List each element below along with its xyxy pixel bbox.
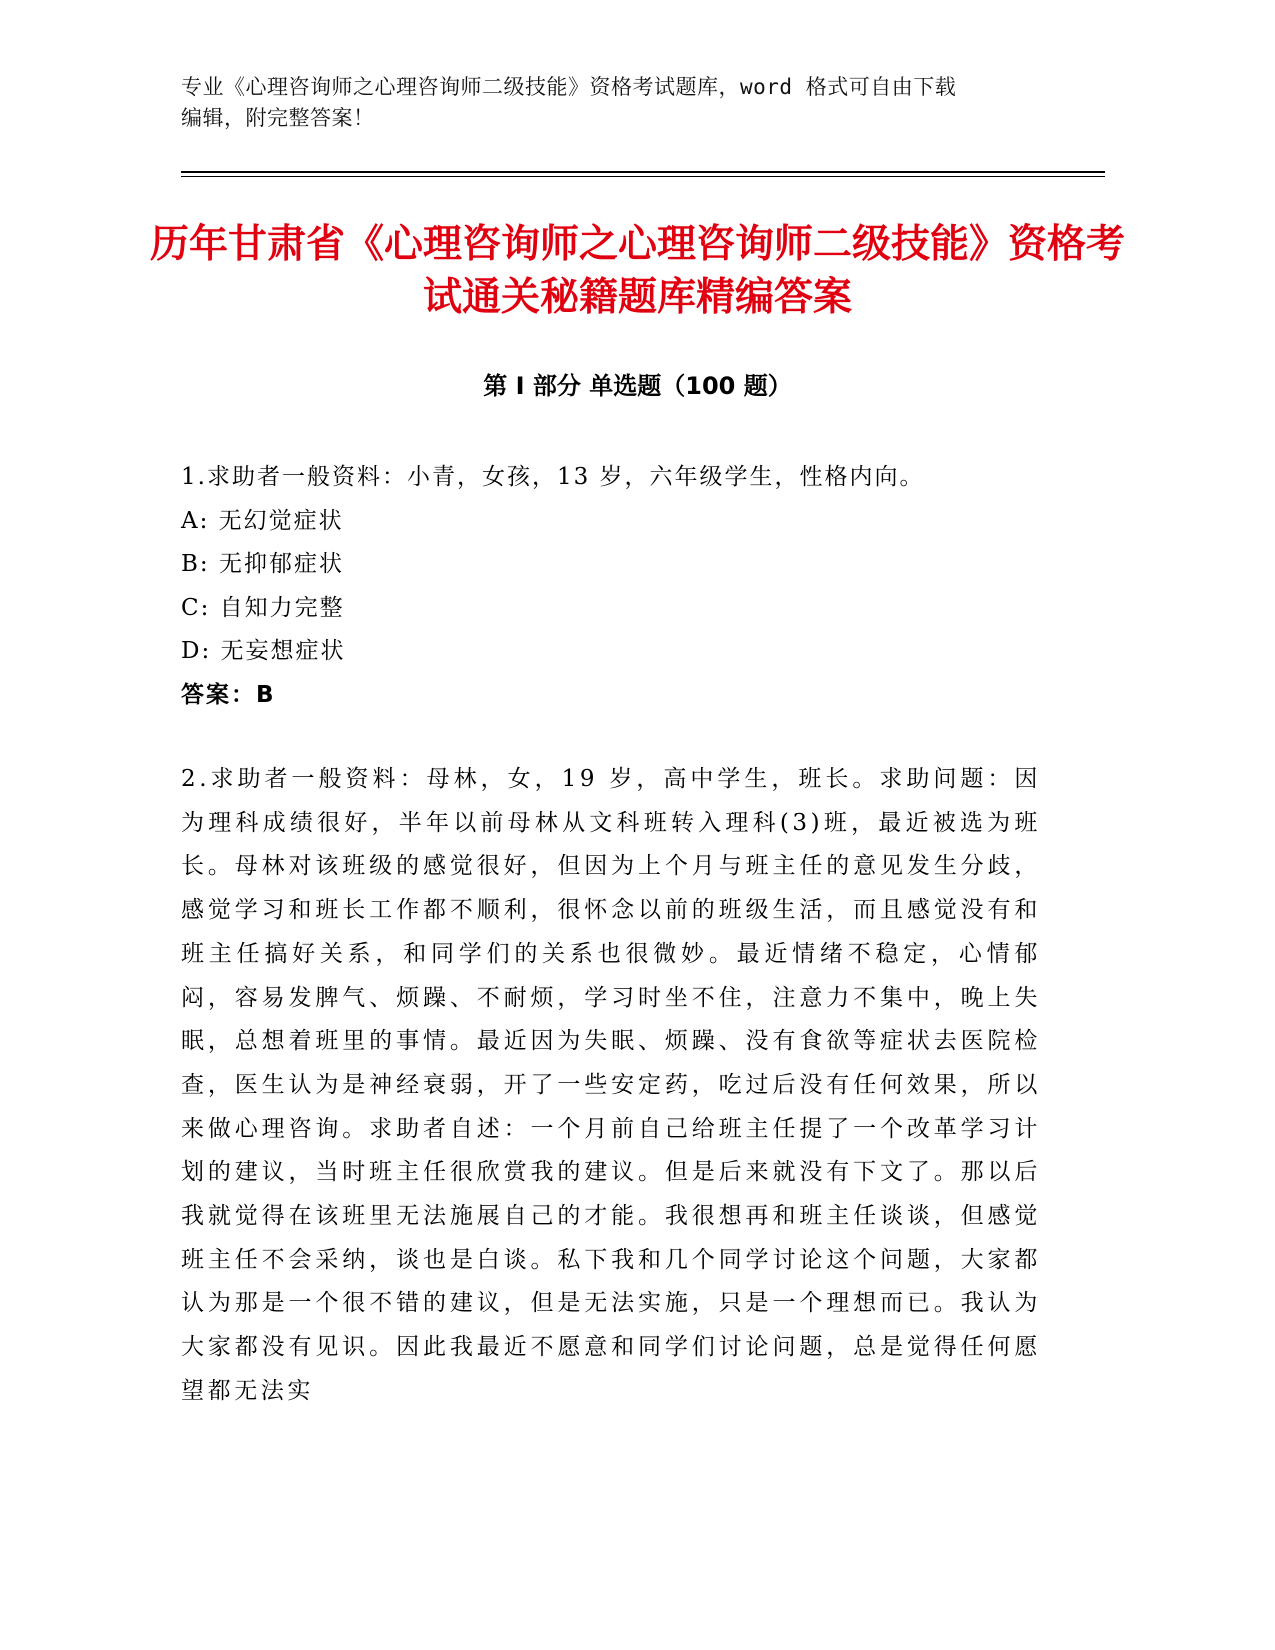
question-stem: 1.求助者一般资料：小青，女孩，13 岁，六年级学生，性格内向。 — [181, 464, 925, 490]
question-2 — [181, 758, 1041, 1414]
answer-line: 答案：B — [181, 681, 276, 708]
question-1 — [181, 456, 1081, 717]
option-d: D: 无妄想症状 — [181, 638, 346, 664]
option-c: C: 自知力完整 — [181, 594, 345, 621]
document-title: 历年甘肃省《心理咨询师之心理咨询师二级技能》资格考试通关秘籍题库精编答案 — [150, 222, 1126, 320]
header-note: 专业《心理咨询师之心理咨询师二级技能》资格考试题库，word 格式可自由下载 编辑，附完整答案！ — [181, 75, 957, 130]
option-a: A: 无幻觉症状 — [181, 507, 344, 534]
option-b: B: 无抑郁症状 — [181, 551, 344, 577]
header-divider-thick — [181, 171, 1105, 173]
header-divider-thin — [181, 176, 1105, 177]
section-title: 第 I 部分 单选题（100 题） — [483, 372, 792, 400]
question-stem: 2.求助者一般资料：母林，女，19 岁，高中学生，班长。求助问题：因为理科成绩很好，半年以前母林从文科班转入理科(3)班，最近被选为班长。母林对该班级的感觉很好，但因为上个月与班主任的意见发生分歧，感觉学习和班长工作都不顺利，很怀念以前的班级生活，而且感觉没有和班主任搞好关系，和同学们的关系也很微妙。最近情绪不稳定，心情郁闷，容易发脾气、烦躁、不耐烦，学习时坐不住，注意力不集中，晚上失眠，总想着班里的事情。最近因为失眠、烦躁、没有食欲等症状去医院检查，医生认为是神经衰弱，开了一些安定药，吃过后没有任何效果，所以来做心理咨询。求助者自述：一个月前自己给班主任提了一个改革学习计划的建议，当时班主任很欣赏我的建议。但是后来就没有下文了。那以后我就觉得在该班里无法施展自己的才能。我很想再和班主任谈谈，但感觉班主任不会采纳，谈也是白谈。私下我和几个同学讨论这个问题，大家都认为那是一个很不错的建议，但是无法实施，只是一个理想而已。我认为大家都没有见识。因此我最近不愿意和同学们讨论问题，总是觉得任何愿望都无法实 — [181, 766, 1041, 1404]
